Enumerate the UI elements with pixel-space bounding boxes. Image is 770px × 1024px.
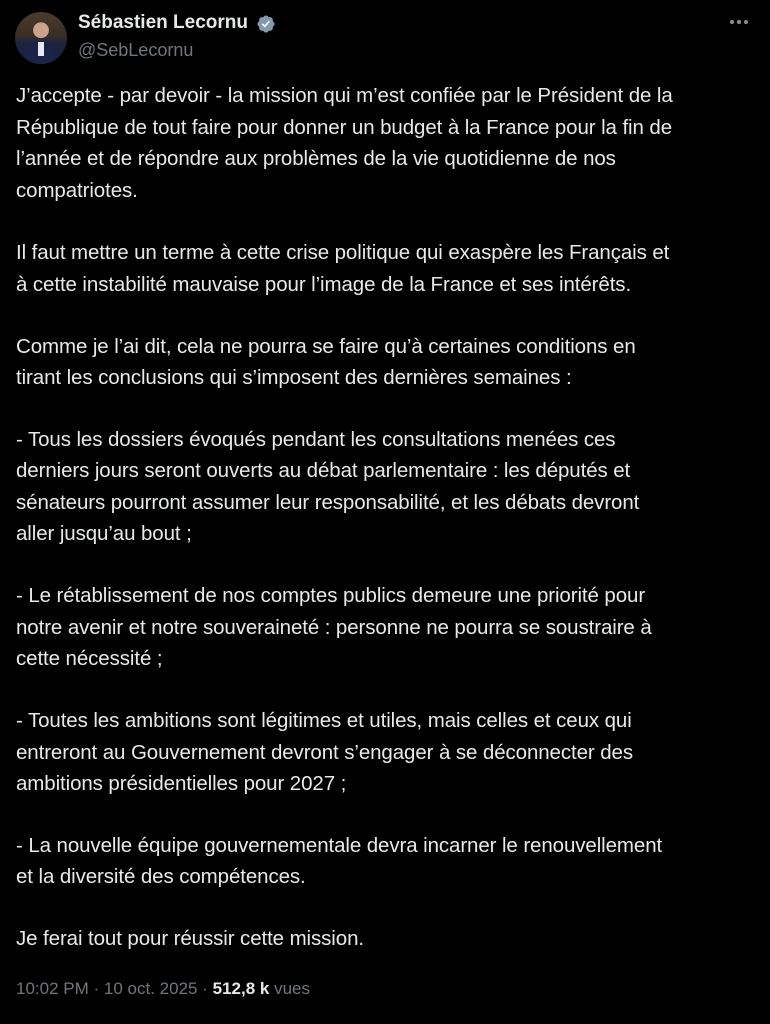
tweet-line: ambitions présidentielles pour 2027 ;	[16, 772, 347, 795]
more-horizontal-icon-dot	[730, 20, 734, 24]
tweet-line: - Le rétablissement de nos comptes publics demeure une priorité pour	[16, 584, 646, 607]
separator: ·	[93, 979, 100, 998]
tweet-line: aller jusqu’au bout ;	[16, 522, 192, 545]
tweet-line: - La nouvelle équipe gouvernementale devra incarner le renouvellement	[16, 834, 663, 857]
avatar[interactable]	[15, 12, 67, 64]
tweet-line: Je ferai tout pour réussir cette mission.	[16, 927, 364, 950]
more-horizontal-icon-dot	[744, 20, 748, 24]
tweet-line: entreront au Gouvernement devront s’engager à se déconnecter des	[16, 741, 633, 764]
avatar-shirt	[38, 42, 44, 56]
author-handle[interactable]: @SebLecornu	[78, 40, 194, 60]
tweet-line: République de tout faire pour donner un budget à la France pour la fin de	[16, 116, 672, 139]
verified-badge-icon	[256, 14, 276, 34]
tweet-line: et la diversité des compétences.	[16, 865, 306, 888]
more-options-button[interactable]	[730, 18, 750, 26]
author-name[interactable]: Sébastien Lecornu	[78, 12, 248, 33]
tweet-date[interactable]: 10 oct. 2025	[103, 979, 198, 998]
views-count: 512,8 k	[212, 979, 270, 998]
separator: ·	[202, 979, 208, 998]
tweet-line: sénateurs pourront assumer leur responsabilité, et les débats devront	[16, 491, 640, 514]
tweet-line: l’année et de répondre aux problèmes de la vie quotidienne de nos	[16, 147, 616, 170]
tweet-line: - Toutes les ambitions sont légitimes et utiles, mais celles et ceux qui	[16, 709, 632, 732]
tweet-line: derniers jours seront ouverts au débat parlementaire : les députés et	[16, 459, 631, 482]
tweet-line: - Tous les dossiers évoqués pendant les consultations menées ces	[16, 428, 616, 451]
tweet-line: à cette instabilité mauvaise pour l’image de la France et ses intérêts.	[16, 273, 632, 296]
tweet-meta	[16, 979, 310, 999]
tweet-line: tirant les conclusions qui s’imposent des dernières semaines :	[16, 366, 572, 389]
tweet-line: J’accepte - par devoir - la mission qui m’est confiée par le Président de la	[16, 84, 673, 107]
tweet-line: compatriotes.	[16, 179, 138, 202]
views-label: vues	[274, 979, 311, 998]
tweet-line: Comme je l’ai dit, cela ne pourra se faire qu’à certaines conditions en	[16, 335, 636, 358]
more-horizontal-icon-dot	[737, 20, 741, 24]
tweet-time[interactable]: 10:02 PM	[16, 979, 89, 998]
tweet-line: notre avenir et notre souveraineté : personne ne pourra se soustraire à	[16, 616, 652, 639]
tweet-line: cette nécessité ;	[16, 647, 163, 670]
tweet-line: Il faut mettre un terme à cette crise politique qui exaspère les Français et	[16, 241, 670, 264]
